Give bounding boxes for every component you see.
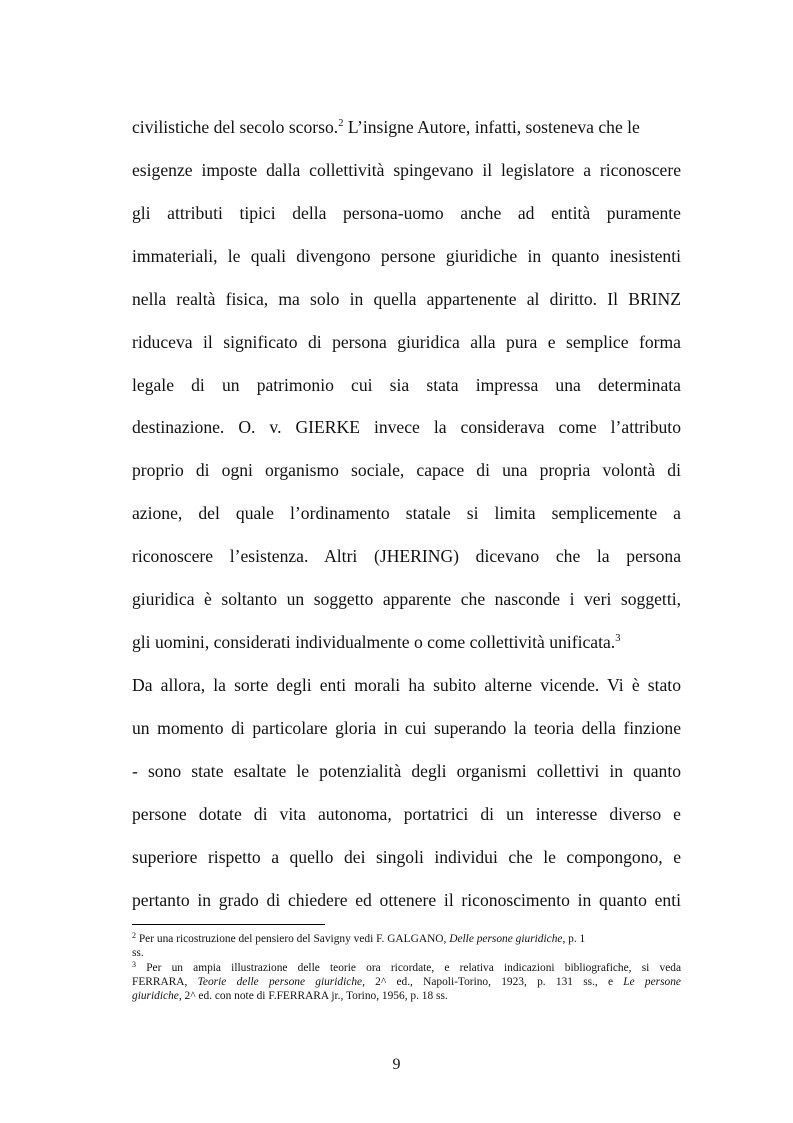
text-segment: L’insigne Autore, infatti, sosteneva che le — [343, 117, 640, 137]
footnote-2-continued: ss. — [132, 947, 144, 959]
body-line: riconoscere l’esistenza. Altri (JHERING) dicevano che la persona — [132, 546, 681, 566]
body-line: legale di un patrimonio cui sia stata impressa una determinata — [132, 375, 681, 395]
text-segment: civilistiche del secolo scorso. — [132, 117, 339, 137]
page-number: 9 — [392, 1056, 401, 1073]
body-line: gli attributi tipici della persona-uomo anche ad entità puramente — [132, 203, 681, 223]
body-line: pertanto in grado di chiedere ed ottenere il riconoscimento in quanto enti — [132, 890, 681, 910]
footnote-3-continued — [132, 990, 681, 1004]
footnote-2 — [132, 933, 681, 947]
body-line: un momento di particolare gloria in cui superando la teoria della finzione — [132, 718, 681, 738]
cited-title: Delle persone giuridiche — [449, 933, 563, 945]
body-line: nella realtà fisica, ma solo in quella appartenente al diritto. Il BRINZ — [132, 289, 681, 309]
body-line: - sono state esaltate le potenzialità degli organismi collettivi in quanto — [132, 761, 681, 781]
footnote-separator — [132, 924, 325, 925]
body-line: esigenze imposte dalla collettività spingevano il legislatore a riconoscere — [132, 160, 681, 180]
body-line: persone dotate di vita autonoma, portatrici di un interesse diverso e — [132, 804, 681, 824]
text-segment: 2^ ed. con note di F.FERRARA jr., Torino, 1956, p. 18 ss. — [181, 990, 448, 1002]
cited-title: Teorie delle persone giuridiche, — [197, 976, 365, 988]
body-line: proprio di ogni organismo sociale, capace di una propria volontà di — [132, 460, 681, 480]
footnote-ref-2[interactable]: 2 — [338, 118, 344, 129]
footnote-ref-3[interactable]: 3 — [615, 633, 621, 644]
text-segment: FERRARA, — [132, 976, 198, 988]
text-segment: Per una ricostruzione del pensiero del Savigny vedi F. GALGANO, — [136, 933, 450, 945]
footnote-number: 2 — [132, 931, 136, 940]
text-segment: Per un ampia illustrazione delle teorie ora ricordate, e relativa indicazioni bibliografiche, si veda — [136, 962, 681, 974]
footnote-3-continued — [132, 976, 681, 990]
body-line: Da allora, la sorte degli enti morali ha subito alterne vicende. Vi è stato — [132, 675, 681, 695]
footnote-number: 3 — [132, 960, 136, 969]
body-line: azione, del quale l’ordinamento statale si limita semplicemente a — [132, 503, 681, 523]
body-line: destinazione. O. v. GIERKE invece la considerava come l’attributo — [132, 417, 681, 437]
body-line — [132, 631, 681, 653]
text-segment: gli uomini, considerati individualmente o come collettività unificata. — [132, 632, 616, 652]
footnote-3 — [132, 962, 681, 976]
text-segment: , p. 1 — [562, 933, 586, 945]
body-line: superiore rispetto a quello dei singoli individui che le compongono, e — [132, 847, 681, 867]
cited-title: Le persone — [623, 976, 681, 988]
body-line: giuridica è soltanto un soggetto apparente che nasconde i veri soggetti, — [132, 589, 681, 609]
text-segment: 2^ ed., Napoli-Torino, 1923, p. 131 ss., e — [364, 976, 624, 988]
body-line: immateriali, le quali divengono persone giuridiche in quanto inesistenti — [132, 246, 681, 266]
body-line — [132, 116, 681, 138]
cited-title: giuridiche, — [132, 990, 182, 1002]
body-line: riduceva il significato di persona giuridica alla pura e semplice forma — [132, 332, 681, 352]
